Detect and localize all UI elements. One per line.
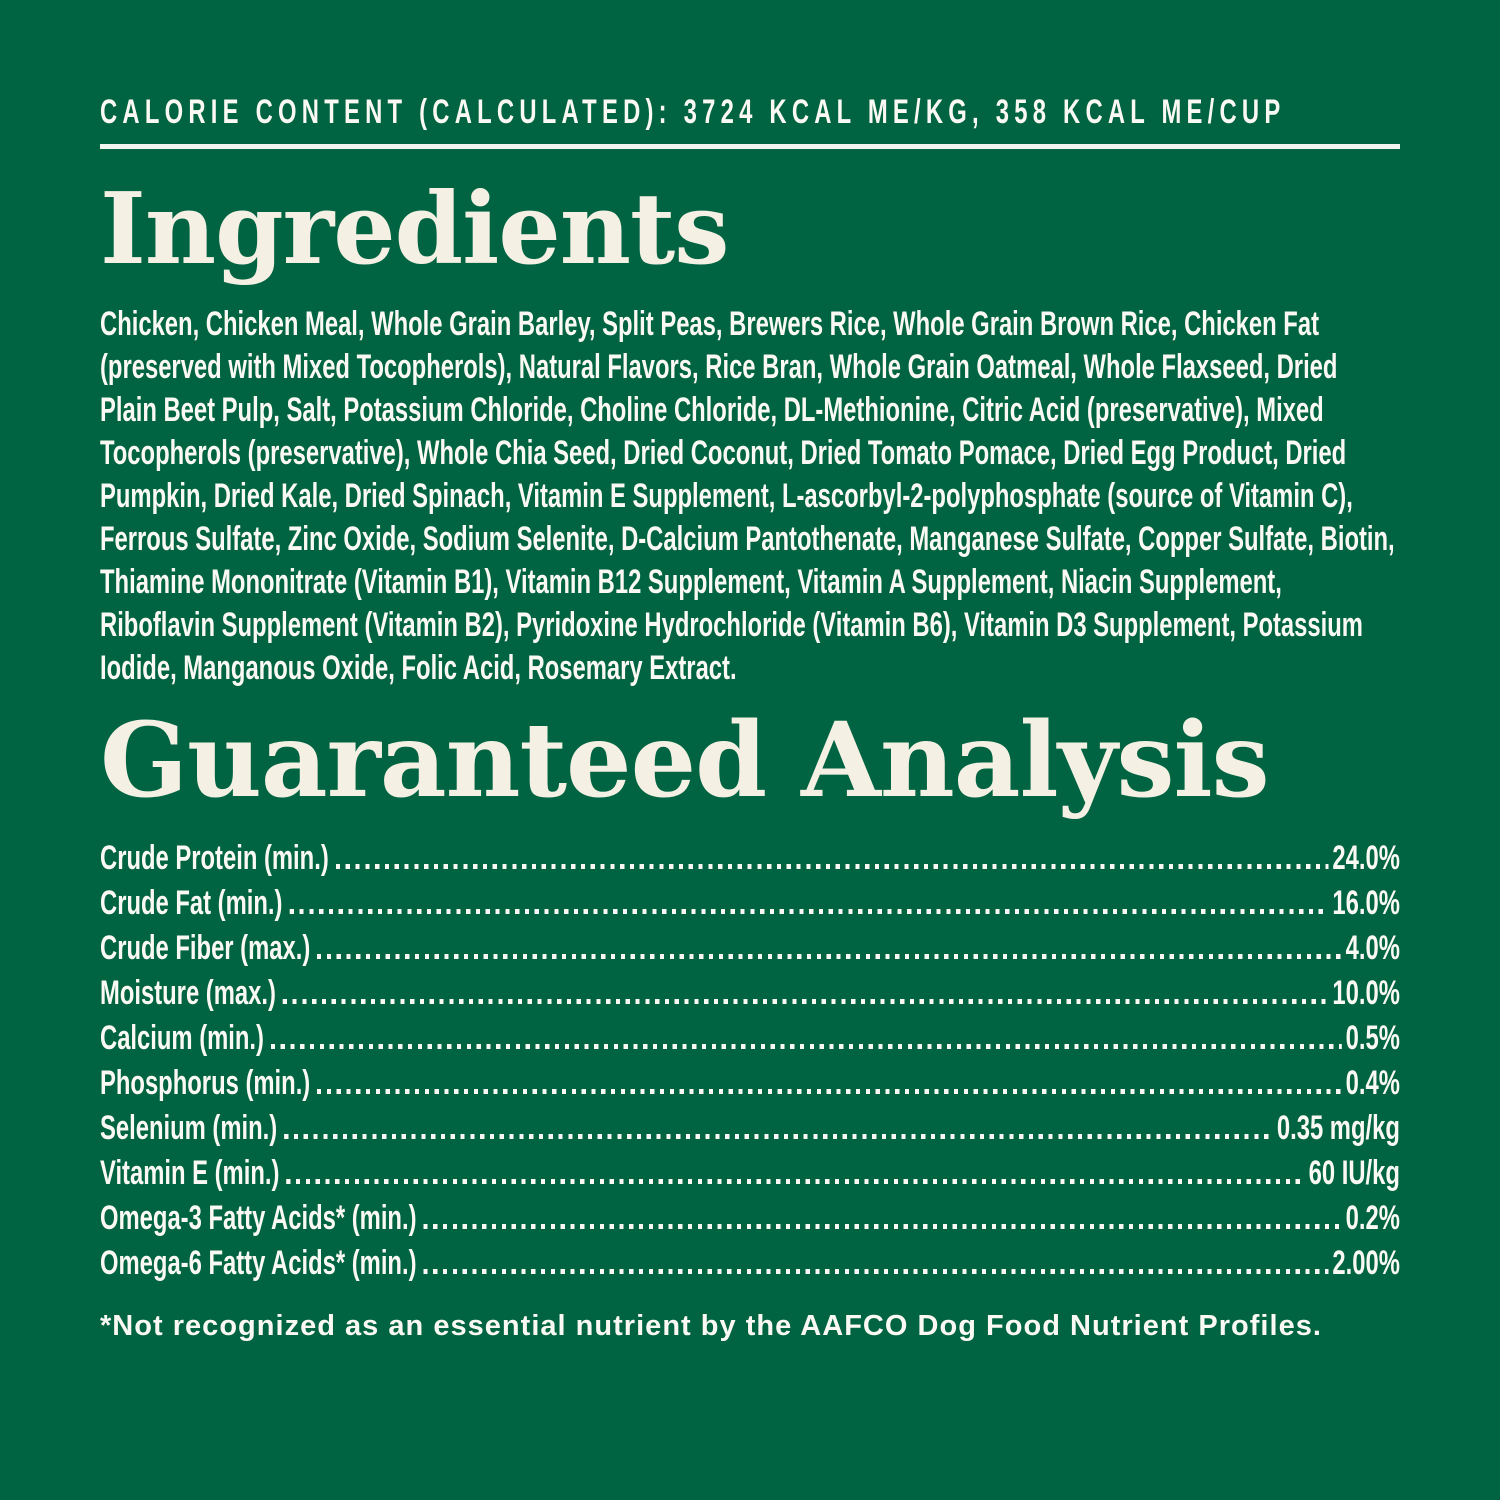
- calorie-content-line: CALORIE CONTENT (CALCULATED): 3724 KCAL ME/KG, 358 KCAL ME/CUP: [100, 93, 1286, 131]
- ga-row-vitamin-e: [100, 1151, 1400, 1196]
- nutrient-label: Crude Fat (min.): [100, 884, 283, 922]
- aafco-footnote: *Not recognized as an essential nutrient by the AAFCO Dog Food Nutrient Profiles.: [100, 1310, 1322, 1342]
- nutrient-value: 10.0%: [1332, 974, 1400, 1012]
- dot-leader: [283, 999, 1328, 1004]
- nutrient-value: 0.2%: [1345, 1199, 1400, 1237]
- dot-leader: [317, 1089, 1341, 1094]
- nutrient-label: Crude Fiber (max.): [100, 929, 311, 967]
- ga-row-moisture: [100, 971, 1400, 1016]
- nutrient-label: Crude Protein (min.): [100, 839, 329, 877]
- nutrient-value: 0.5%: [1345, 1019, 1400, 1057]
- dot-leader: [284, 1134, 1272, 1139]
- nutrient-label: Calcium (min.): [100, 1019, 264, 1057]
- dot-leader: [317, 954, 1341, 959]
- ga-row-selenium: [100, 1106, 1400, 1151]
- ga-row-crude-protein: [100, 836, 1400, 881]
- ga-row-omega-3: [100, 1196, 1400, 1241]
- dot-leader: [289, 909, 1328, 914]
- ga-row-omega-6: [100, 1241, 1400, 1286]
- nutrient-label: Omega-3 Fatty Acids* (min.): [100, 1199, 417, 1237]
- nutrient-label: Moisture (max.): [100, 974, 276, 1012]
- ga-row-crude-fat: [100, 881, 1400, 926]
- nutrient-value: 0.35 mg/kg: [1276, 1109, 1400, 1147]
- nutrient-value: 24.0%: [1332, 839, 1400, 877]
- dot-leader: [424, 1269, 1329, 1274]
- nutrient-label: Phosphorus (min.): [100, 1064, 311, 1102]
- nutrient-value: 0.4%: [1345, 1064, 1400, 1102]
- nutrient-value: 16.0%: [1332, 884, 1400, 922]
- nutrient-label: Selenium (min.): [100, 1109, 278, 1147]
- dot-leader: [271, 1044, 1341, 1049]
- ga-row-phosphorus: [100, 1061, 1400, 1106]
- ga-row-crude-fiber: [100, 926, 1400, 971]
- nutrient-value: 4.0%: [1345, 929, 1400, 967]
- dot-leader: [424, 1224, 1342, 1229]
- dot-leader: [286, 1179, 1304, 1184]
- divider-rule: [100, 144, 1400, 149]
- ingredients-text: Chicken, Chicken Meal, Whole Grain Barley, Split Peas, Brewers Rice, Whole Grain Brown Rice, Chicken Fat (preserved with Mixed Tocopherols), Natural Flavors, Rice Bran, Whole Grain Oatmeal, Whole Flaxseed, Dried Plain Beet Pulp, Salt, Potassium Chloride, Choline Chloride, DL-Methionine, Citric Acid (preservative), Mixed Tocopherols (preservative), Whole Chia Seed, Dried Coconut, Dried Tomato Pomace, Dried Egg Product, Dried Pumpkin, Dried Kale, Dried Spinach, Vitamin E Supplement, L-ascorbyl-2-polyphosphate (source of Vitamin C), Ferrous Sulfate, Zinc Oxide, Sodium Selenite, D-Calcium Pantothenate, Manganese Sulfate, Copper Sulfate, Biotin, Thiamine Mononitrate (Vitamin B1), Vitamin B12 Supplement, Vitamin A Supplement, Niacin Supplement, Riboflavin Supplement (Vitamin B2), Pyridoxine Hydrochloride (Vitamin B6), Vitamin D3 Supplement, Potassium Iodide, Manganous Oxide, Folic Acid, Rosemary Extract.: [100, 305, 1395, 687]
- ga-row-calcium: [100, 1016, 1400, 1061]
- dot-leader: [336, 864, 1328, 869]
- guaranteed-analysis-table: [100, 836, 1400, 1286]
- ingredients-title: Ingredients: [100, 172, 729, 287]
- nutrient-value: 60 IU/kg: [1308, 1154, 1400, 1192]
- nutrient-value: 2.00%: [1332, 1244, 1400, 1282]
- guaranteed-analysis-title: Guaranteed Analysis: [100, 700, 1269, 821]
- nutrient-label: Omega-6 Fatty Acids* (min.): [100, 1244, 417, 1282]
- nutrient-label: Vitamin E (min.): [100, 1154, 280, 1192]
